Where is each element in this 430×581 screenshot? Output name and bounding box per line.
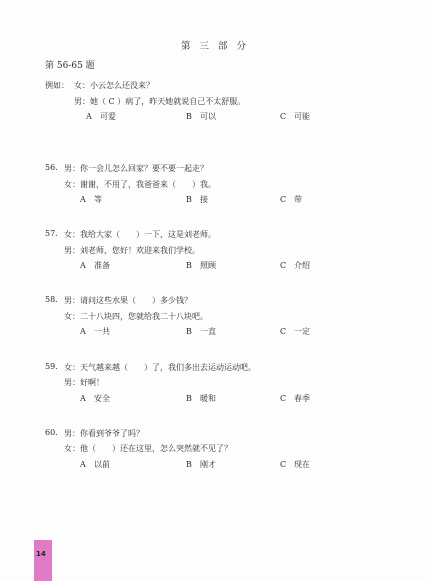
question-line-2: 男：好啊！ (64, 378, 104, 387)
section-title: 第 三 部 分 (180, 41, 250, 52)
question-number: 59. (45, 362, 58, 371)
question-line-1: 男：你看到爷爷了吗？ (64, 429, 144, 438)
question-number: 60. (45, 428, 58, 437)
option-a: A 等 (80, 195, 102, 204)
option-c: C 春季 (280, 394, 310, 403)
example-line-1: 女：小云怎么还没来？ (74, 81, 154, 90)
option-b: B 照顾 (186, 261, 216, 270)
question-line-1: 女：天气越来越（ ）了，我们多出去运动运动吧。 (64, 363, 256, 372)
example-prefix: 例如： (45, 81, 69, 90)
option-c: C 介绍 (280, 261, 310, 270)
option-a: A 准备 (80, 261, 110, 270)
option-a: A 安全 (80, 394, 110, 403)
question-line-1: 男：你一会儿怎么回家？要不要一起走？ (64, 164, 208, 173)
option-c: C 带 (280, 195, 302, 204)
option-b: B 暖和 (186, 394, 216, 403)
option-c: C 一定 (280, 327, 310, 336)
question-line-2: 女：谢谢，不用了，我爸爸来（ ）我。 (64, 180, 216, 189)
option-a: A 一共 (80, 327, 110, 336)
example-option-b: B 可以 (186, 112, 216, 121)
question-line-2: 女：他（ ）还在这里，怎么突然就不见了？ (64, 444, 232, 453)
example-line-2: 男：她（ C ）病了，昨天她就说自己不太舒服。 (74, 97, 246, 106)
example-option-c: C 可能 (280, 112, 310, 121)
question-line-2: 女：二十八块四，您就给我二十八块吧。 (64, 312, 208, 321)
option-a: A 以前 (80, 460, 110, 469)
question-number: 57. (45, 229, 58, 238)
page-number: 14 (36, 550, 46, 558)
page-number-tab (34, 540, 52, 581)
question-line-2: 男：刘老师，您好！欢迎来我们学校。 (64, 246, 200, 255)
option-b: B 接 (186, 195, 208, 204)
question-number: 58. (45, 295, 58, 304)
question-line-1: 女：我给大家（ ）一下，这是刘老师。 (64, 230, 216, 239)
question-number: 56. (45, 163, 58, 172)
option-b: B 刚才 (186, 460, 216, 469)
question-line-1: 男：请问这些水果（ ）多少钱？ (64, 296, 192, 305)
example-option-a: A 可爱 (86, 112, 116, 121)
option-b: B 一直 (186, 327, 216, 336)
option-c: C 现在 (280, 460, 310, 469)
question-range: 第 56-65 题 (45, 61, 95, 71)
